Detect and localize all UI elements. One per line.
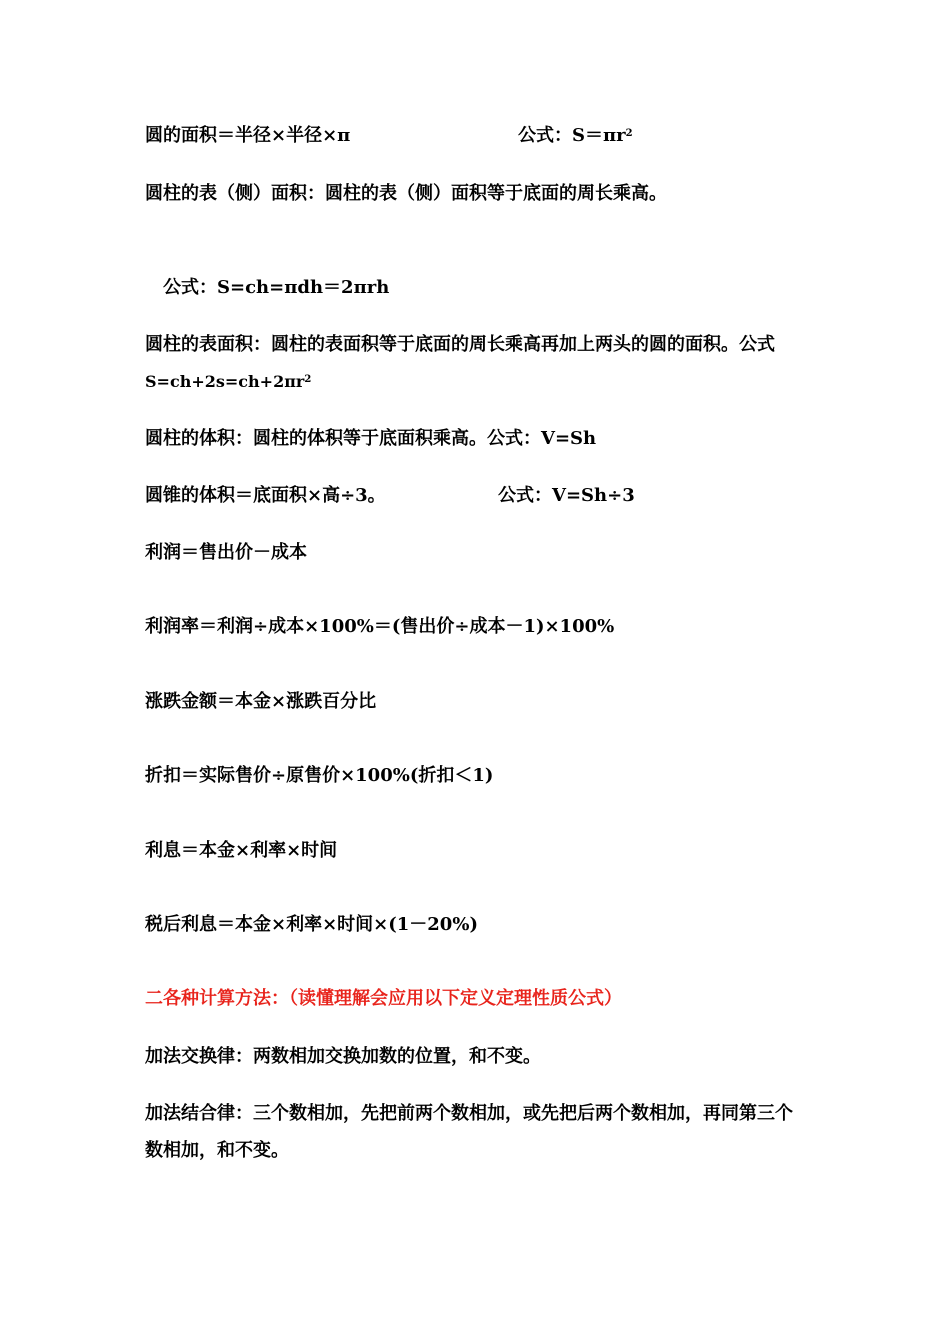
cylinder-volume-line: 圆柱的体积：圆柱的体积等于底面积乘高。公式：V=Sh	[145, 428, 597, 449]
circle-area-line	[145, 124, 633, 148]
addition-commutative-line: 加法交换律：两数相加交换加数的位置，和不变。	[145, 1046, 541, 1067]
cone-volume-line	[145, 484, 635, 508]
cylinder-surface-area-line: 圆柱的表面积：圆柱的表面积等于底面的周长乘高再加上两头的圆的面积。公式	[145, 334, 775, 355]
cone-volume-formula: 公式：V=Sh÷3	[498, 485, 635, 506]
profit-rate-line: 利润率＝利润÷成本×100%＝(售出价÷成本－1)×100%	[145, 616, 615, 637]
profit-line: 利润＝售出价－成本	[145, 542, 307, 563]
discount-line: 折扣＝实际售价÷原售价×100%(折扣＜1)	[145, 765, 494, 786]
after-tax-interest-line: 税后利息＝本金×利率×时间×(1－20%)	[145, 914, 478, 935]
cylinder-surface-formula-line: $S=ch+2s=ch+2\pi r^2$	[145, 372, 312, 391]
section-heading: 二各种计算方法：（读懂理解会应用以下定义定理性质公式）	[145, 988, 622, 1009]
cylinder-side-area-line: 圆柱的表（侧）面积：圆柱的表（侧）面积等于底面的周长乘高。	[145, 183, 667, 204]
cone-volume-text: 圆锥的体积＝底面积×高÷3。	[145, 485, 386, 506]
interest-line: 利息＝本金×利率×时间	[145, 840, 338, 861]
addition-associative-line-2: 数相加，和不变。	[145, 1140, 289, 1161]
circle-area-text: 圆的面积＝半径×半径×π	[145, 125, 351, 146]
circle-area-formula: 公式：$S=\pi r^2$	[518, 125, 633, 146]
addition-associative-line-1: 加法结合律：三个数相加，先把前两个数相加，或先把后两个数相加，再同第三个	[145, 1103, 793, 1124]
change-amount-line: 涨跌金额＝本金×涨跌百分比	[145, 691, 377, 712]
cylinder-side-formula-line: 公式：S=ch=πdh＝2πrh	[163, 277, 390, 298]
